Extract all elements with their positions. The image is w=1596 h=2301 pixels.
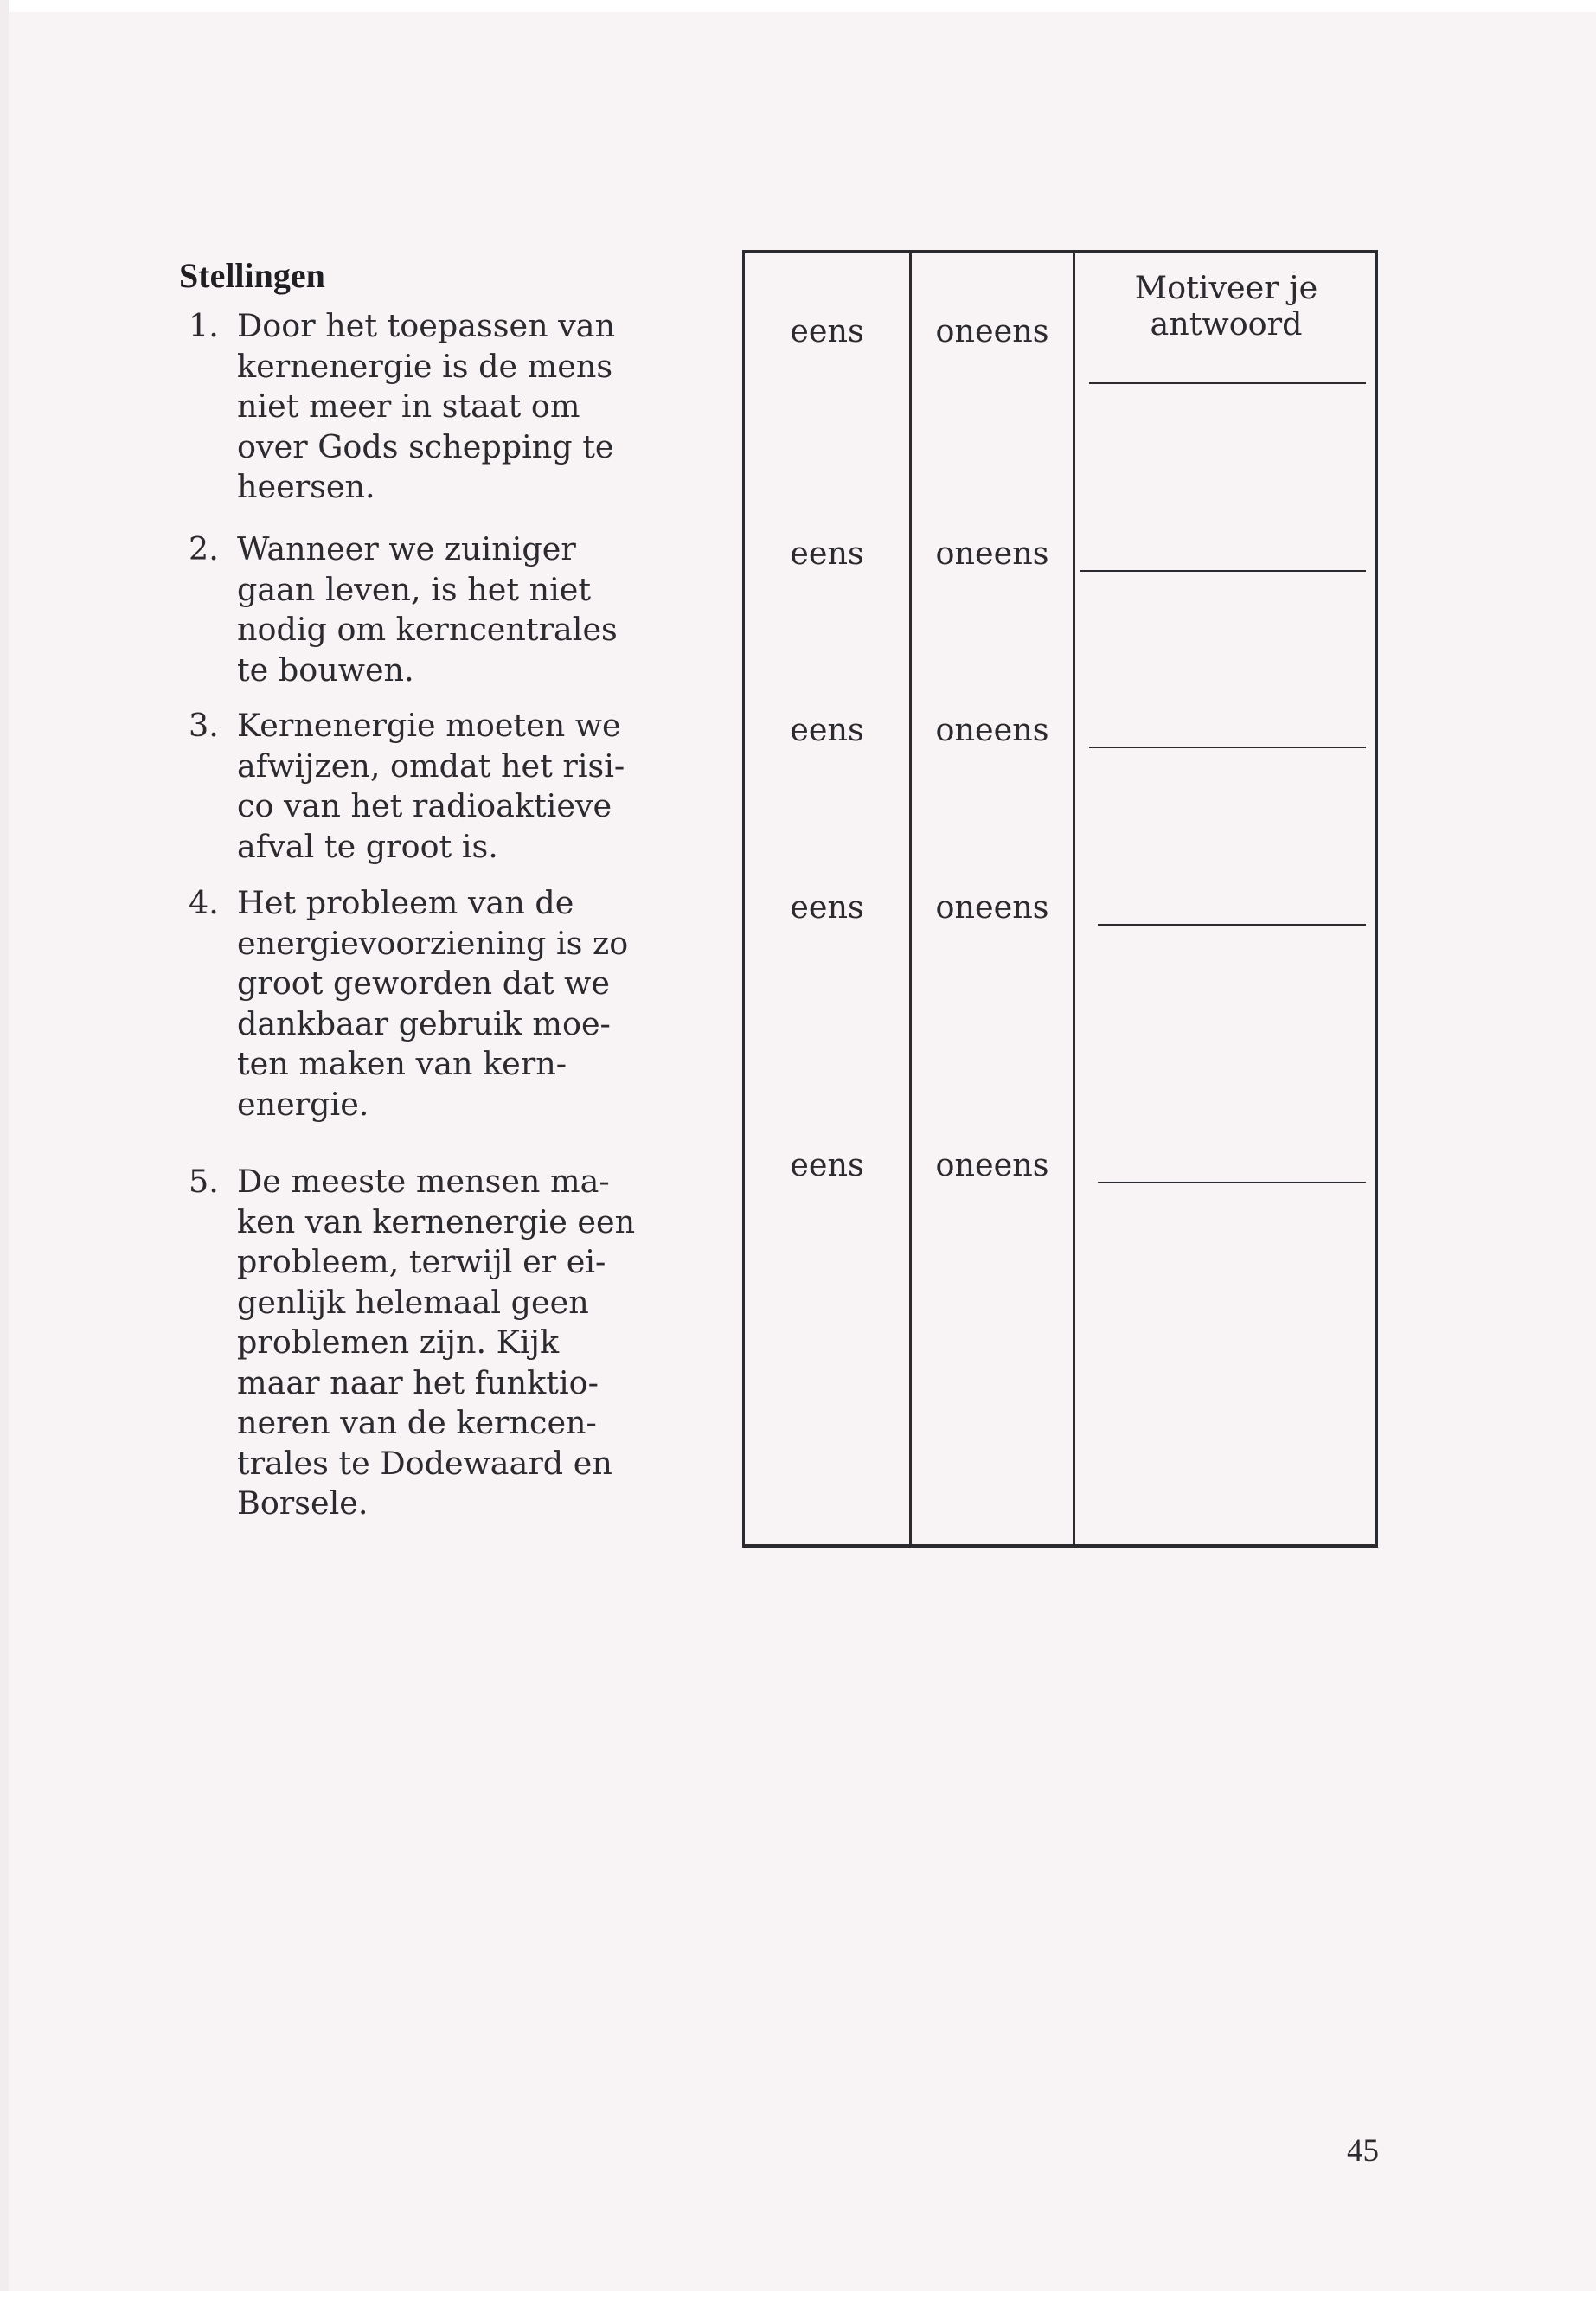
- answer-table: [742, 250, 1378, 1548]
- statement-line: over Gods schepping te: [237, 427, 614, 465]
- statement-text: [237, 706, 690, 867]
- statement-line: De meeste mensen ma-: [237, 1163, 610, 1200]
- statement-line: niet meer in staat om: [237, 388, 580, 425]
- statement-number: 2.: [189, 530, 219, 567]
- statement-3: [189, 706, 690, 867]
- agree-option-3[interactable]: eens: [790, 711, 864, 748]
- page-number: 45: [1347, 2133, 1379, 2169]
- agree-option-2[interactable]: eens: [790, 535, 864, 572]
- statement-line: co van het radioaktieve: [237, 787, 612, 824]
- statement-line: dankbaar gebruik moe-: [237, 1004, 611, 1042]
- disagree-option-2[interactable]: oneens: [935, 535, 1049, 572]
- statement-line: problemen zijn. Kijk: [237, 1324, 560, 1361]
- statement-line: energievoorziening is zo: [237, 924, 629, 962]
- statement-text: [237, 529, 690, 690]
- statement-line: Kernenergie moeten we: [237, 707, 621, 744]
- column-divider: [1073, 253, 1075, 1544]
- statement-1: [189, 306, 690, 508]
- statement-number: 5.: [189, 1163, 219, 1200]
- statement-number: 4.: [189, 884, 219, 921]
- statement-line: ken van kernenergie een: [237, 1202, 636, 1240]
- header-motivate-line: antwoord: [1150, 305, 1303, 343]
- statement-line: afwijzen, omdat het risi-: [237, 747, 625, 785]
- disagree-option-5[interactable]: oneens: [935, 1146, 1049, 1183]
- statement-line: genlijk helemaal geen: [237, 1283, 589, 1321]
- statement-text: [237, 306, 690, 508]
- page-left-edge: [0, 0, 9, 2301]
- agree-option-5[interactable]: eens: [790, 1146, 864, 1183]
- answer-line-2[interactable]: [1080, 570, 1366, 572]
- disagree-option-4[interactable]: oneens: [935, 888, 1049, 926]
- statement-line: kernenergie is de mens: [237, 347, 613, 385]
- statement-line: te bouwen.: [237, 651, 414, 689]
- header-motivate: [1075, 270, 1377, 343]
- answer-line-3[interactable]: [1089, 747, 1366, 748]
- disagree-option-3[interactable]: oneens: [935, 711, 1049, 748]
- statement-4: [189, 883, 690, 1125]
- statement-line: trales te Dodewaard en: [237, 1444, 612, 1482]
- answer-line-1[interactable]: [1089, 382, 1366, 384]
- statement-line: Het probleem van de: [237, 884, 574, 921]
- statement-line: probleem, terwijl er ei-: [237, 1243, 606, 1280]
- statement-text: [237, 1162, 690, 1524]
- answer-line-5[interactable]: [1098, 1182, 1366, 1183]
- statement-line: Door het toepassen van: [237, 307, 616, 344]
- statement-line: Wanneer we zuiniger: [237, 530, 576, 567]
- statement-line: afval te groot is.: [237, 827, 498, 865]
- statement-text: [237, 883, 690, 1125]
- statement-line: maar naar het funktio-: [237, 1363, 599, 1401]
- statement-line: energie.: [237, 1085, 369, 1123]
- statement-line: gaan leven, is het niet: [237, 570, 592, 608]
- statement-line: neren van de kerncen-: [237, 1404, 597, 1441]
- statement-line: groot geworden dat we: [237, 965, 610, 1002]
- statement-line: Borsele.: [237, 1484, 369, 1522]
- statement-5: [189, 1162, 690, 1524]
- statement-number: 1.: [189, 307, 219, 344]
- statement-line: nodig om kerncentrales: [237, 611, 618, 648]
- header-oneens: oneens: [935, 312, 1049, 349]
- statement-line: ten maken van kern-: [237, 1045, 567, 1082]
- answer-line-4[interactable]: [1098, 924, 1366, 926]
- header-motivate-line: Motiveer je: [1134, 269, 1318, 306]
- statement-number: 3.: [189, 707, 219, 744]
- section-heading: Stellingen: [179, 256, 325, 295]
- page-top-edge: [0, 0, 1596, 12]
- statement-2: [189, 529, 690, 690]
- agree-option-4[interactable]: eens: [790, 888, 864, 926]
- statement-line: heersen.: [237, 468, 375, 505]
- header-eens: eens: [790, 312, 864, 349]
- page-bottom-edge: [0, 2291, 1596, 2301]
